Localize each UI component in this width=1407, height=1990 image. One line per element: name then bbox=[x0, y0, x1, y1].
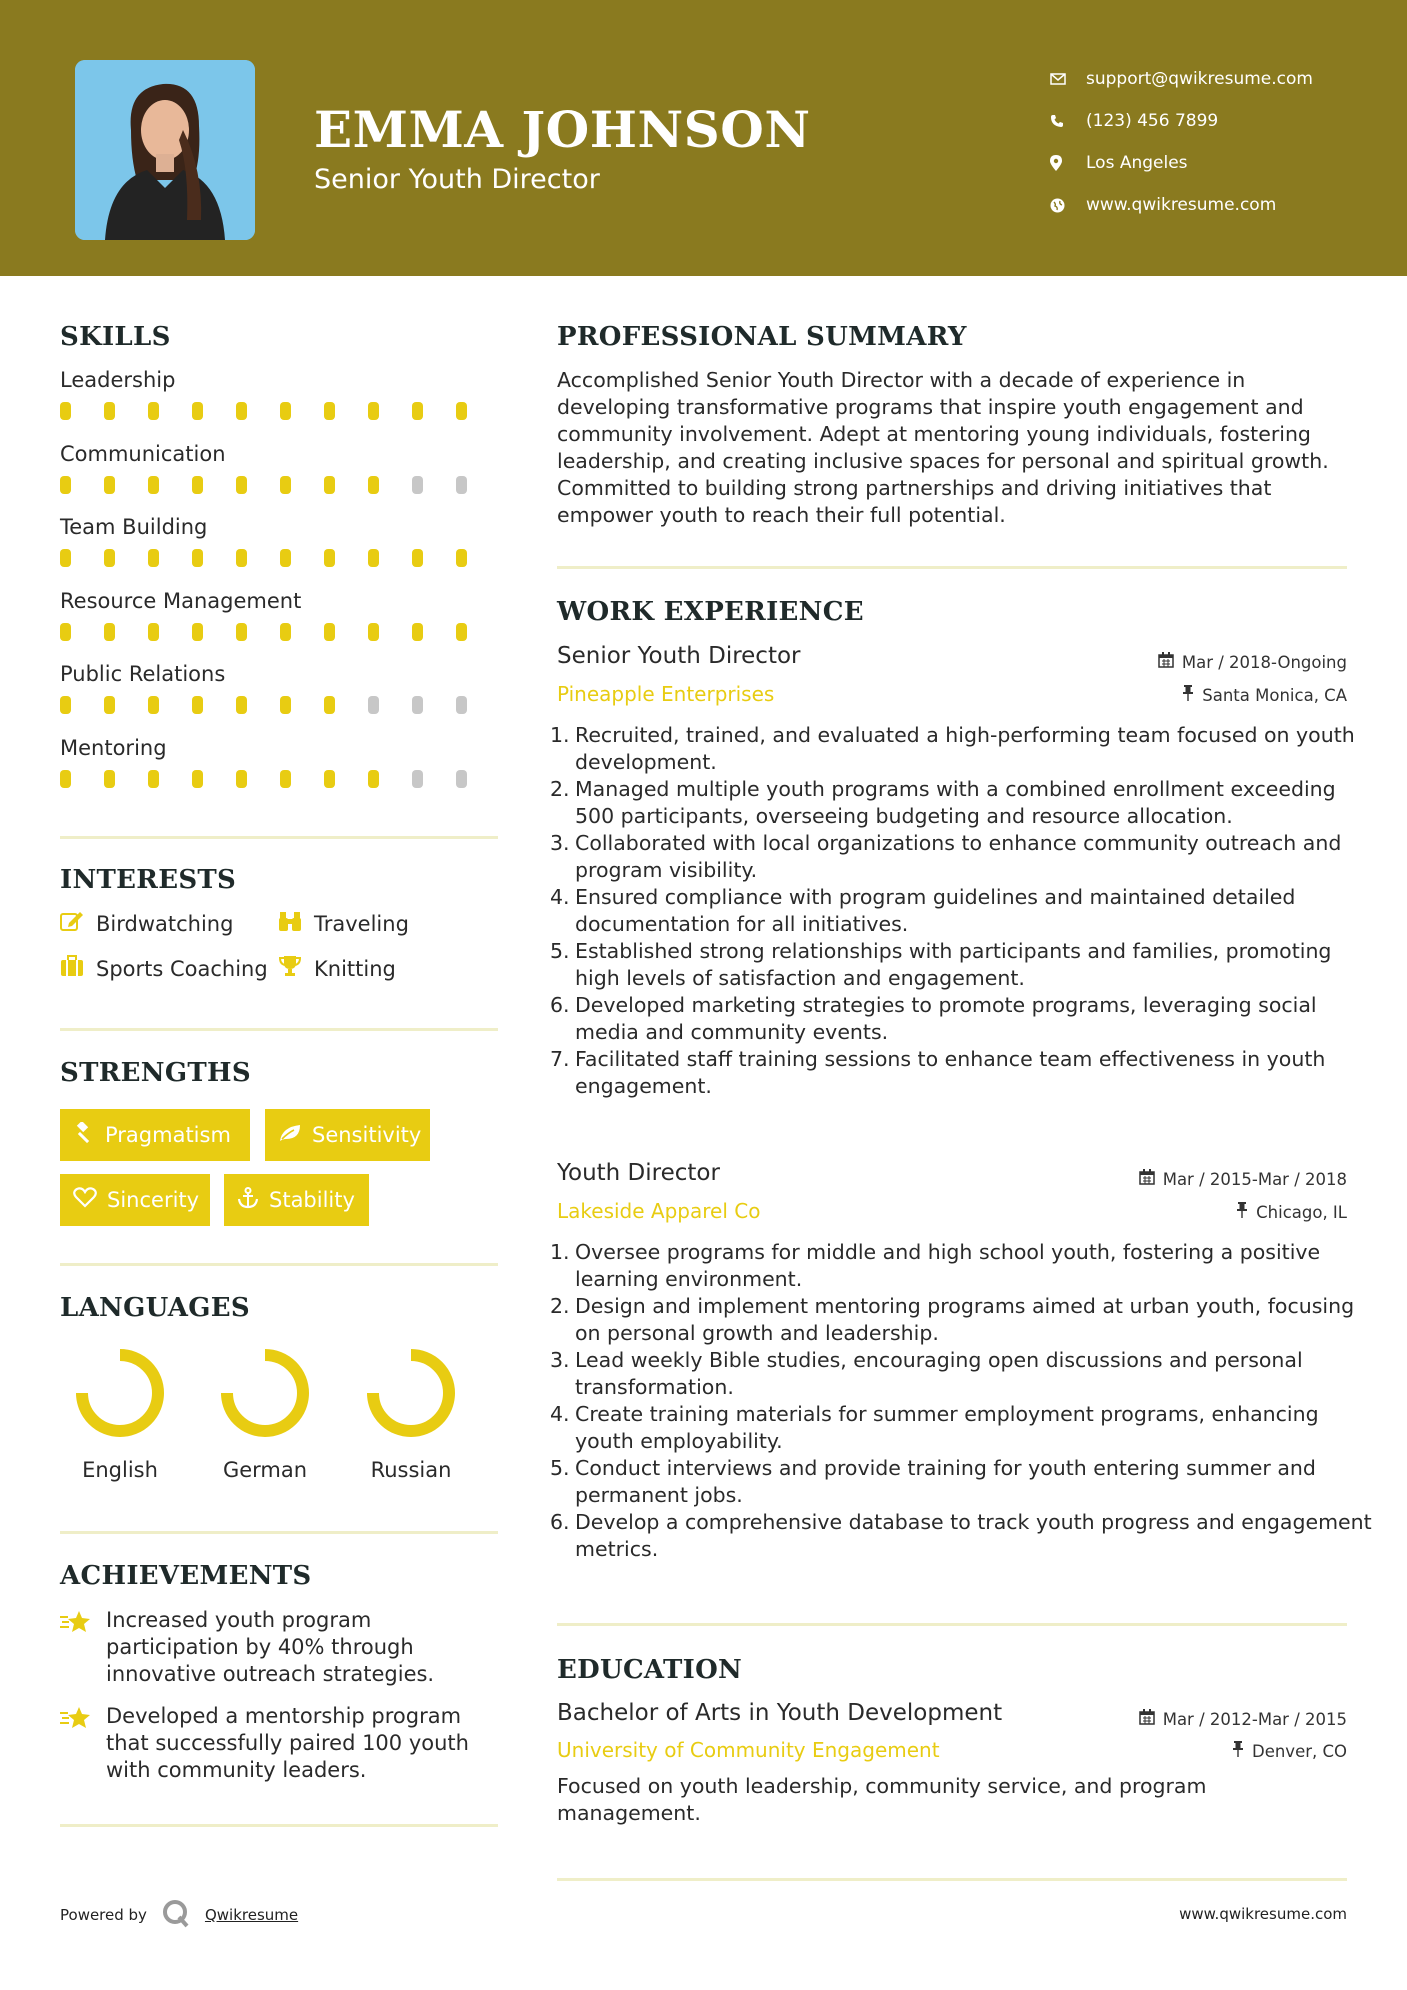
pushpin-icon bbox=[1232, 1741, 1252, 1761]
interest-item bbox=[60, 955, 268, 982]
pushpin-icon bbox=[1182, 685, 1202, 705]
rating-dot-filled bbox=[280, 476, 291, 494]
section-divider bbox=[557, 566, 1347, 569]
footer-website[interactable]: www.qwikresume.com bbox=[1179, 1905, 1347, 1923]
star-shooting-icon bbox=[60, 1607, 106, 1688]
section-divider bbox=[60, 1824, 498, 1827]
rating-dot-filled bbox=[456, 402, 467, 420]
rating-dot-filled bbox=[192, 623, 203, 641]
qwikresume-link[interactable]: Qwikresume bbox=[204, 1906, 299, 1924]
experience-heading: WORK EXPERIENCE bbox=[557, 597, 864, 627]
language-item bbox=[346, 1346, 476, 1482]
language-ring-arc bbox=[227, 1355, 303, 1431]
rating-dot-empty bbox=[412, 476, 423, 494]
list-item: Recruited, trained, and evaluated a high-performing team focused on youth development. bbox=[575, 723, 1355, 774]
rating-dot-filled bbox=[368, 402, 379, 420]
rating-dot-filled bbox=[60, 549, 71, 567]
powered-by-label: Powered by bbox=[60, 1906, 147, 1924]
contact-location bbox=[1050, 142, 1313, 184]
rating-dot-filled bbox=[60, 476, 71, 494]
job-location-text: Chicago, IL bbox=[1256, 1202, 1347, 1222]
rating-dot-filled bbox=[412, 549, 423, 567]
language-ring bbox=[73, 1346, 167, 1440]
skill-rating bbox=[60, 402, 500, 420]
strength-label: Pragmatism bbox=[105, 1123, 231, 1147]
heart-icon bbox=[73, 1187, 107, 1213]
envelope-icon bbox=[1050, 73, 1086, 85]
skill-item bbox=[60, 736, 500, 788]
skill-name: Leadership bbox=[60, 368, 176, 392]
rating-dot-empty bbox=[368, 696, 379, 714]
section-divider bbox=[557, 1623, 1347, 1626]
education-description: Focused on youth leadership, community service, and program management. bbox=[557, 1774, 1207, 1825]
profile-photo bbox=[75, 60, 255, 240]
anchor-icon bbox=[237, 1187, 269, 1214]
language-label: German bbox=[222, 1458, 308, 1482]
achievement-text: Developed a mentorship program that successfully paired 100 youth with community leaders. bbox=[106, 1704, 469, 1782]
job-location-text: Santa Monica, CA bbox=[1202, 685, 1347, 705]
interests-heading: INTERESTS bbox=[60, 865, 237, 895]
skill-name: Mentoring bbox=[60, 735, 167, 760]
rating-dot-filled bbox=[148, 402, 159, 420]
contact-location-text: Los Angeles bbox=[1086, 153, 1188, 173]
skill-rating bbox=[60, 476, 500, 494]
section-divider bbox=[60, 1028, 498, 1031]
rating-dot-filled bbox=[104, 402, 115, 420]
interest-item bbox=[60, 910, 233, 937]
skill-item bbox=[60, 368, 500, 420]
rating-dot-filled bbox=[236, 476, 247, 494]
achievements-heading: ACHIEVEMENTS bbox=[60, 1561, 312, 1591]
strength-tag bbox=[60, 1109, 250, 1161]
rating-dot-filled bbox=[280, 402, 291, 420]
skill-rating bbox=[60, 549, 500, 567]
list-item: Collaborated with local organizations to enhance community outreach and program visibility. bbox=[575, 831, 1342, 882]
rating-dot-filled bbox=[60, 623, 71, 641]
skill-item bbox=[60, 515, 500, 567]
interest-item bbox=[278, 910, 409, 937]
contact-website-text: www.qwikresume.com bbox=[1086, 195, 1277, 215]
star-shooting-icon bbox=[60, 1703, 106, 1784]
contact-phone[interactable] bbox=[1050, 100, 1313, 142]
footer-powered-by bbox=[60, 1898, 298, 1932]
job-dates-text: Mar / 2018-Ongoing bbox=[1181, 652, 1347, 672]
briefcase-icon bbox=[60, 955, 96, 982]
job-dates bbox=[1158, 652, 1347, 672]
rating-dot-filled bbox=[192, 476, 203, 494]
language-label: Russian bbox=[370, 1458, 452, 1482]
degree-title: Bachelor of Arts in Youth Development bbox=[557, 1700, 1003, 1726]
skill-item bbox=[60, 589, 500, 641]
binoculars-icon bbox=[278, 910, 314, 937]
rating-dot-filled bbox=[236, 696, 247, 714]
section-divider bbox=[60, 1531, 498, 1534]
strength-label: Sensitivity bbox=[312, 1123, 422, 1147]
section-divider bbox=[60, 1263, 498, 1266]
job-location bbox=[1236, 1202, 1347, 1222]
language-item bbox=[200, 1346, 330, 1482]
section-divider bbox=[60, 836, 498, 839]
rating-dot-filled bbox=[368, 770, 379, 788]
skill-rating bbox=[60, 623, 500, 641]
list-item: Managed multiple youth programs with a combined enrollment exceeding 500 participants, overseeing budgeting and resource allocation. bbox=[575, 777, 1336, 828]
rating-dot-filled bbox=[280, 549, 291, 567]
rating-dot-filled bbox=[148, 696, 159, 714]
list-item: Oversee programs for middle and high school youth, fostering a positive learning environment. bbox=[575, 1240, 1321, 1291]
rating-dot-filled bbox=[148, 770, 159, 788]
interest-label: Birdwatching bbox=[96, 911, 234, 936]
job-dates bbox=[1139, 1169, 1347, 1189]
interest-label: Knitting bbox=[314, 956, 396, 981]
interest-label: Sports Coaching bbox=[96, 956, 268, 981]
strength-tag bbox=[224, 1174, 369, 1226]
achievement-item bbox=[60, 1703, 490, 1784]
rating-dot-filled bbox=[456, 623, 467, 641]
pencil-edit-icon bbox=[60, 910, 96, 937]
language-item bbox=[55, 1346, 185, 1482]
job-title: Senior Youth Director bbox=[557, 643, 801, 669]
job-location bbox=[1182, 685, 1347, 705]
rating-dot-filled bbox=[60, 770, 71, 788]
list-item: Create training materials for summer employment programs, enhancing youth employability. bbox=[575, 1402, 1319, 1453]
rating-dot-filled bbox=[60, 696, 71, 714]
interest-item bbox=[278, 955, 396, 982]
rating-dot-filled bbox=[236, 549, 247, 567]
candidate-role: Senior Youth Director bbox=[314, 164, 600, 195]
rating-dot-filled bbox=[60, 402, 71, 420]
company-name[interactable]: Pineapple Enterprises bbox=[557, 682, 775, 706]
job-dates-text: Mar / 2015-Mar / 2018 bbox=[1162, 1169, 1347, 1189]
education-heading: EDUCATION bbox=[557, 1655, 743, 1685]
rating-dot-filled bbox=[324, 623, 335, 641]
rating-dot-filled bbox=[104, 696, 115, 714]
rating-dot-filled bbox=[324, 770, 335, 788]
strength-tag bbox=[265, 1109, 430, 1161]
candidate-name: EMMA JOHNSON bbox=[314, 100, 811, 159]
calendar-icon bbox=[1139, 1169, 1163, 1189]
summary-heading: PROFESSIONAL SUMMARY bbox=[557, 322, 967, 352]
rating-dot-filled bbox=[192, 696, 203, 714]
rating-dot-filled bbox=[104, 549, 115, 567]
job-title: Youth Director bbox=[557, 1160, 720, 1186]
skill-item bbox=[60, 662, 500, 714]
rating-dot-filled bbox=[148, 476, 159, 494]
skill-rating bbox=[60, 770, 500, 788]
rating-dot-empty bbox=[456, 476, 467, 494]
gavel-icon bbox=[73, 1122, 105, 1149]
contact-email-text: support@qwikresume.com bbox=[1086, 69, 1313, 89]
rating-dot-filled bbox=[104, 770, 115, 788]
rating-dot-filled bbox=[192, 770, 203, 788]
education-dates bbox=[1139, 1709, 1347, 1729]
rating-dot-filled bbox=[280, 696, 291, 714]
strength-label: Sincerity bbox=[107, 1188, 200, 1212]
rating-dot-filled bbox=[368, 549, 379, 567]
company-name[interactable]: Lakeside Apparel Co bbox=[557, 1199, 761, 1223]
skill-name: Communication bbox=[60, 441, 226, 466]
contact-phone-text: (123) 456 7899 bbox=[1086, 111, 1219, 131]
achievement-text: Increased youth program participation by 40% through innovative outreach strategies. bbox=[106, 1608, 435, 1686]
list-item: Developed marketing strategies to promote programs, leveraging social media and community events. bbox=[575, 993, 1317, 1044]
phone-icon bbox=[1050, 114, 1086, 128]
resume-header bbox=[0, 0, 1407, 276]
globe-icon bbox=[1050, 198, 1086, 213]
skill-name: Resource Management bbox=[60, 588, 302, 613]
calendar-icon bbox=[1139, 1709, 1163, 1729]
education-location bbox=[1232, 1741, 1347, 1761]
rating-dot-filled bbox=[412, 623, 423, 641]
list-item: Facilitated staff training sessions to enhance team effectiveness in youth engagement. bbox=[575, 1047, 1326, 1098]
rating-dot-filled bbox=[236, 623, 247, 641]
rating-dot-filled bbox=[324, 549, 335, 567]
summary-text: Accomplished Senior Youth Director with a decade of experience in developing transformative programs that inspire youth engagement and community involvement. Adept at mentoring young individuals, fostering leadership, and creating inclusive spaces for personal and spiritual growth. Committed to building strong partnerships and driving initiatives that empower youth to reach their full potential. bbox=[557, 368, 1329, 527]
strength-tag bbox=[60, 1174, 210, 1226]
rating-dot-filled bbox=[148, 623, 159, 641]
language-ring bbox=[364, 1346, 458, 1440]
rating-dot-filled bbox=[368, 623, 379, 641]
rating-dot-empty bbox=[412, 696, 423, 714]
rating-dot-filled bbox=[324, 476, 335, 494]
skill-name: Team Building bbox=[60, 515, 208, 539]
language-ring-arc bbox=[82, 1355, 158, 1431]
rating-dot-filled bbox=[456, 549, 467, 567]
language-ring bbox=[218, 1346, 312, 1440]
education-dates-text: Mar / 2012-Mar / 2015 bbox=[1162, 1709, 1347, 1729]
skill-item bbox=[60, 442, 500, 494]
trophy-icon bbox=[278, 955, 314, 982]
map-marker-icon bbox=[1050, 155, 1086, 171]
skill-rating bbox=[60, 696, 500, 714]
list-item: Lead weekly Bible studies, encouraging open discussions and personal transformation. bbox=[575, 1348, 1303, 1399]
rating-dot-filled bbox=[324, 402, 335, 420]
list-item: Ensured compliance with program guidelines and maintained detailed documentation for all initiatives. bbox=[575, 885, 1296, 936]
school-name[interactable]: University of Community Engagement bbox=[557, 1738, 940, 1762]
rating-dot-filled bbox=[324, 696, 335, 714]
languages-heading: LANGUAGES bbox=[60, 1293, 250, 1323]
rating-dot-empty bbox=[456, 770, 467, 788]
contact-website[interactable] bbox=[1050, 184, 1313, 226]
pushpin-icon bbox=[1236, 1202, 1256, 1222]
rating-dot-empty bbox=[412, 770, 423, 788]
section-divider bbox=[557, 1878, 1347, 1881]
list-item: Design and implement mentoring programs aimed at urban youth, focusing on personal growth and leadership. bbox=[575, 1294, 1355, 1345]
rating-dot-filled bbox=[280, 623, 291, 641]
contact-list bbox=[1050, 58, 1313, 226]
qwikresume-logo-icon bbox=[161, 1898, 191, 1932]
rating-dot-filled bbox=[412, 402, 423, 420]
skill-name: Public Relations bbox=[60, 662, 226, 686]
rating-dot-filled bbox=[236, 770, 247, 788]
rating-dot-filled bbox=[104, 476, 115, 494]
list-item: Established strong relationships with participants and families, promoting high levels of satisfaction and engagement. bbox=[575, 939, 1332, 990]
rating-dot-filled bbox=[192, 549, 203, 567]
language-label: English bbox=[82, 1458, 158, 1482]
rating-dot-filled bbox=[192, 402, 203, 420]
skills-heading: SKILLS bbox=[60, 322, 171, 352]
rating-dot-filled bbox=[104, 623, 115, 641]
rating-dot-filled bbox=[280, 770, 291, 788]
education-location-text: Denver, CO bbox=[1251, 1741, 1347, 1761]
strengths-heading: STRENGTHS bbox=[60, 1058, 251, 1088]
achievement-item bbox=[60, 1607, 490, 1688]
job-bullets bbox=[557, 1239, 1375, 1563]
rating-dot-filled bbox=[236, 402, 247, 420]
leaf-icon bbox=[278, 1123, 312, 1148]
rating-dot-empty bbox=[456, 696, 467, 714]
language-ring-arc bbox=[373, 1355, 449, 1431]
strength-label: Stability bbox=[269, 1188, 355, 1212]
rating-dot-filled bbox=[148, 549, 159, 567]
job-bullets bbox=[557, 722, 1375, 1100]
interest-label: Traveling bbox=[314, 911, 409, 936]
contact-email[interactable] bbox=[1050, 58, 1313, 100]
calendar-icon bbox=[1158, 652, 1182, 672]
list-item: Develop a comprehensive database to track youth progress and engagement metrics. bbox=[575, 1510, 1372, 1561]
rating-dot-filled bbox=[368, 476, 379, 494]
list-item: Conduct interviews and provide training for youth entering summer and permanent jobs. bbox=[575, 1456, 1316, 1507]
